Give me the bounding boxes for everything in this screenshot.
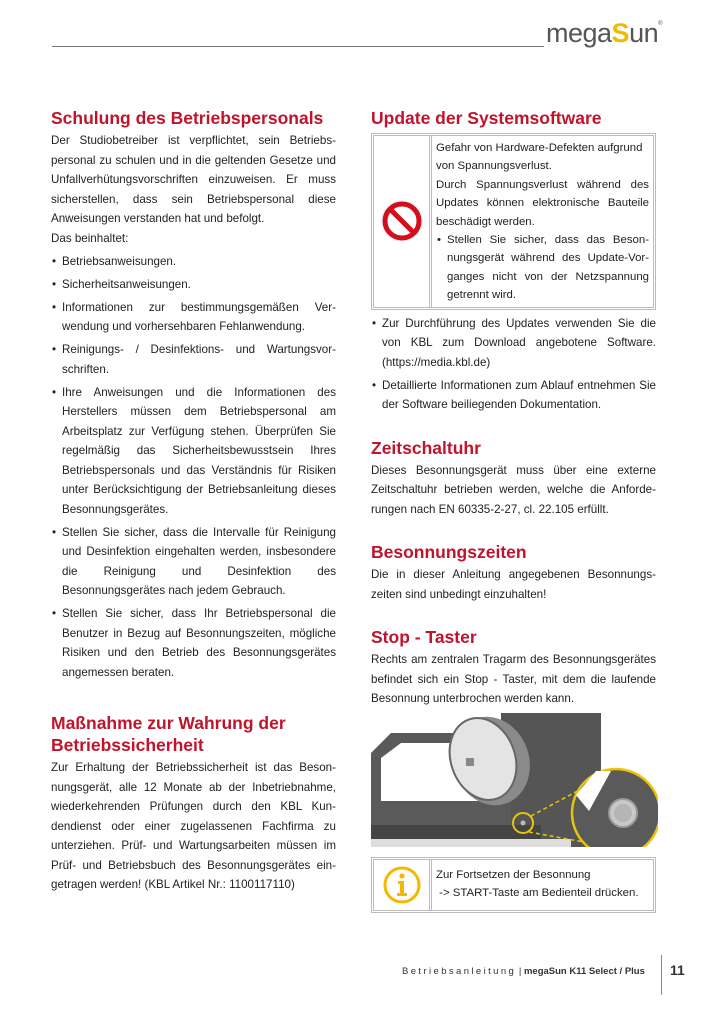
section-title: Besonnungszeiten bbox=[371, 542, 527, 563]
list-item: • Betriebsanweisungen. bbox=[51, 252, 336, 272]
paragraph: Zur Erhaltung der Betriebssicherheit ist das Besonnungsgerät, alle 12 Monate ab der Inbetriebnahme, wiederkehrenden Prüfungen durch den KBL Kundendienst oder einer zugelassenen Fachfirma zu unterziehen. Prüf- und Wartungsarbeiten müssen im Prüf- und Betriebsbuch des Besonnungsgerätes eingetragen werden! (KBL Artikel Nr.: 1100117110) bbox=[51, 761, 336, 891]
bullet-list bbox=[371, 314, 656, 415]
list-item: • Stellen Sie sicher, dass die Intervalle für Reinigung und Desinfektion eingehalten werden, insbesondere die Reinigung und Desinfektion des Besonnungsgerätes nach jedem Gebrauch. bbox=[51, 523, 336, 601]
list-item: • Stellen Sie sicher, dass Ihr Betriebspersonal die Benutzer in Bezug auf Besonnungszeiten, mögliche Risiken und den Betrieb des Besonnungsgerätes angemessen beraten. bbox=[51, 604, 336, 682]
section-software-update bbox=[371, 107, 656, 415]
section-timer bbox=[371, 437, 656, 520]
logo-text-s: S bbox=[611, 18, 630, 48]
paragraph: Rechts am zentralen Tragarm des Besonnungsgerätes befindet sich ein Stop - Taster, mit dem die laufende Besonnung unterbrochen werden kann. bbox=[371, 653, 656, 706]
section-title: Stop - Taster bbox=[371, 627, 477, 648]
info-text: Zur Fortsetzen der Besonnung bbox=[436, 868, 591, 881]
logo-text-prefix: mega bbox=[546, 18, 612, 48]
info-text: -> START-Taste am Bedienteil drücken. bbox=[436, 887, 639, 900]
section-title: Schulung des Betriebspersonals bbox=[51, 108, 324, 128]
list-item: • Detaillierte Informationen zum Ablauf entnehmen Sie der Software beiliegenden Dokumentation. bbox=[371, 376, 656, 415]
info-notice bbox=[371, 857, 656, 914]
warning-bullet: • Stellen Sie sicher, dass das Besonnungsgerät während des Update-Vorganges nicht von der Netzspannung getrennt wird. bbox=[436, 231, 649, 305]
warning-text: Gefahr von Hardware-Defekten aufgrund von Spannungsverlust. bbox=[436, 142, 643, 173]
list-item: • Sicherheitsanweisungen. bbox=[51, 275, 336, 295]
paragraph: Der Studiobetreiber ist verpflichtet, sein Betriebspersonal zu schulen und in die geltenden Gesetze und Unfallverhütungsvorschriften einzuweisen. Er muss sicherstellen, dass sein Betriebspersonal diese Anweisungen verstanden hat und befolgt. bbox=[51, 134, 336, 225]
paragraph: Die in dieser Anleitung angegebenen Besonnungszeiten sind unbedingt einzuhalten! bbox=[371, 568, 656, 601]
list-item: • Ihre Anweisungen und die Informationen des Herstellers müssen dem Betriebspersonal am Arbeitsplatz zur Verfügung stehen. Überprüfen Sie regelmäßig das Sicherheitsbewusstsein Ihres Betriebspersonals und das Verständnis für Risiken unter Berücksichtigung der Betriebsanleitung dieses Besonnungsgerätes. bbox=[51, 383, 336, 520]
left-column bbox=[51, 107, 336, 895]
warning-notice bbox=[371, 133, 656, 310]
footer-divider bbox=[661, 955, 662, 995]
warning-text: Durch Spannungsverlust während des Updates können elektronische Bauteile beschädigt werden. bbox=[436, 178, 649, 228]
section-operational-safety bbox=[51, 712, 336, 895]
list-item: • Informationen zur bestimmungsgemäßen Verwendung und vorhersehbaren Fehlanwendung. bbox=[51, 298, 336, 337]
bullet-list bbox=[51, 252, 336, 683]
section-title: Maßnahme zur Wahrung der Betriebssicherheit bbox=[51, 713, 286, 755]
list-item: • Reinigungs- / Desinfektions- und Wartungsvorschriften. bbox=[51, 340, 336, 379]
logo-text-suffix: un bbox=[629, 18, 659, 48]
footer-doc-title: Betriebsanleitung bbox=[402, 966, 517, 977]
footer-product: megaSun K11 Select / Plus bbox=[523, 966, 645, 977]
info-icon bbox=[382, 865, 422, 905]
registered-mark: ® bbox=[658, 21, 663, 27]
section-stop-button bbox=[371, 626, 656, 913]
header-rule bbox=[52, 46, 544, 47]
megasun-logo bbox=[546, 18, 662, 49]
stop-button-illustration bbox=[371, 713, 658, 847]
paragraph: Das beinhaltet: bbox=[51, 231, 129, 245]
section-tanning-times bbox=[371, 541, 656, 604]
section-title: Zeitschaltuhr bbox=[371, 437, 481, 458]
paragraph: Dieses Besonnungsgerät muss über eine externe Zeitschaltuhr betrieben werden, welche die Anforderungen nach EN 60335-2-27, cl. 22.105 erfüllt. bbox=[371, 463, 656, 516]
section-staff-training bbox=[51, 107, 336, 682]
footer bbox=[402, 966, 645, 977]
page-number: 11 bbox=[670, 962, 685, 978]
section-title: Update der Systemsoftware bbox=[371, 108, 602, 128]
prohibition-icon bbox=[380, 199, 424, 243]
right-column bbox=[371, 107, 656, 917]
list-item: • Zur Durchführung des Updates verwenden Sie die von KBL zum Download angebotene Software. (https://media.kbl.de) bbox=[371, 314, 656, 373]
footer-separator: | bbox=[516, 966, 524, 977]
